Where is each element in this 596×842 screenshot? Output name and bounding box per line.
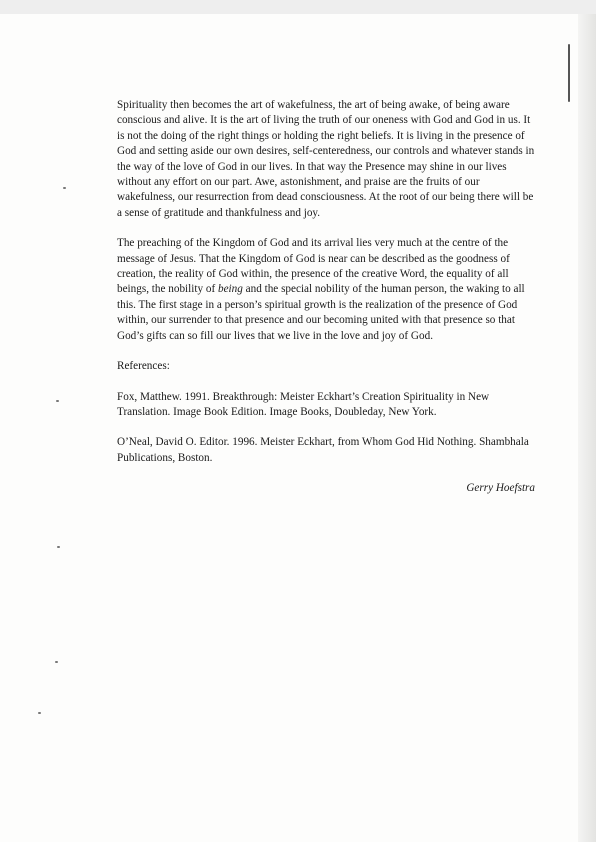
scan-top-border: [0, 0, 596, 14]
paragraph-kingdom-text: The preaching of the Kingdom of God and its arrival lies very much at the centre of the message of Jesus. That the Kingdom of God is near can be described as the goodness of creation, the reality of God within, the presence of the creative Word, the equality of all beings, the nobility of: [117, 237, 510, 296]
references-heading: References:: [117, 360, 170, 373]
scan-right-shadow: [578, 14, 596, 842]
scan-speck: [55, 661, 58, 663]
scan-speck: [57, 546, 60, 548]
paragraph-kingdom: [117, 236, 539, 344]
document-body: [117, 98, 539, 497]
scan-speck: [38, 712, 41, 714]
emphasis-being: being: [218, 283, 243, 296]
scan-speck: [56, 400, 59, 402]
author-signature: Gerry Hoefstra: [466, 482, 535, 495]
scan-speck: [63, 187, 66, 189]
paragraph-kingdom-text-cont: and the special nobility of the human person, the waking to all this. The first stage in a person’s spiritual growth is the realization of the presence of God within, our surrender to that presence and our becoming united with that presence so that God’s gifts can so fill our lives that we live in the love and joy of God.: [117, 283, 525, 342]
paragraph-spirituality: Spirituality then becomes the art of wakefulness, the art of being awake, of being aware conscious and alive. It is the art of living the truth of our oneness with God and God in us. It is not the doing of the right things or holding the right beliefs. It is living in the presence of God and setting aside our own desires, self-centeredness, our controls and whatever stands in the way of the love of God in our lives. In that way the Presence may shine in our lives without any effort on our part. Awe, astonishment, and praise are the fruits of our wakefulness, our resurrection from dead consciousness. At the root of our being there will be a sense of gratitude and thankfulness and joy.: [117, 99, 535, 219]
reference-fox: Fox, Matthew. 1991. Breakthrough: Meister Eckhart’s Creation Spirituality in New Translation. Image Book Edition. Image Books, Doubleday, New York.: [117, 390, 490, 418]
reference-oneal: O’Neal, David O. Editor. 1996. Meister Eckhart, from Whom God Hid Nothing. Shambhala Publications, Boston.: [117, 436, 529, 464]
paper-edge-mark: [568, 44, 570, 102]
